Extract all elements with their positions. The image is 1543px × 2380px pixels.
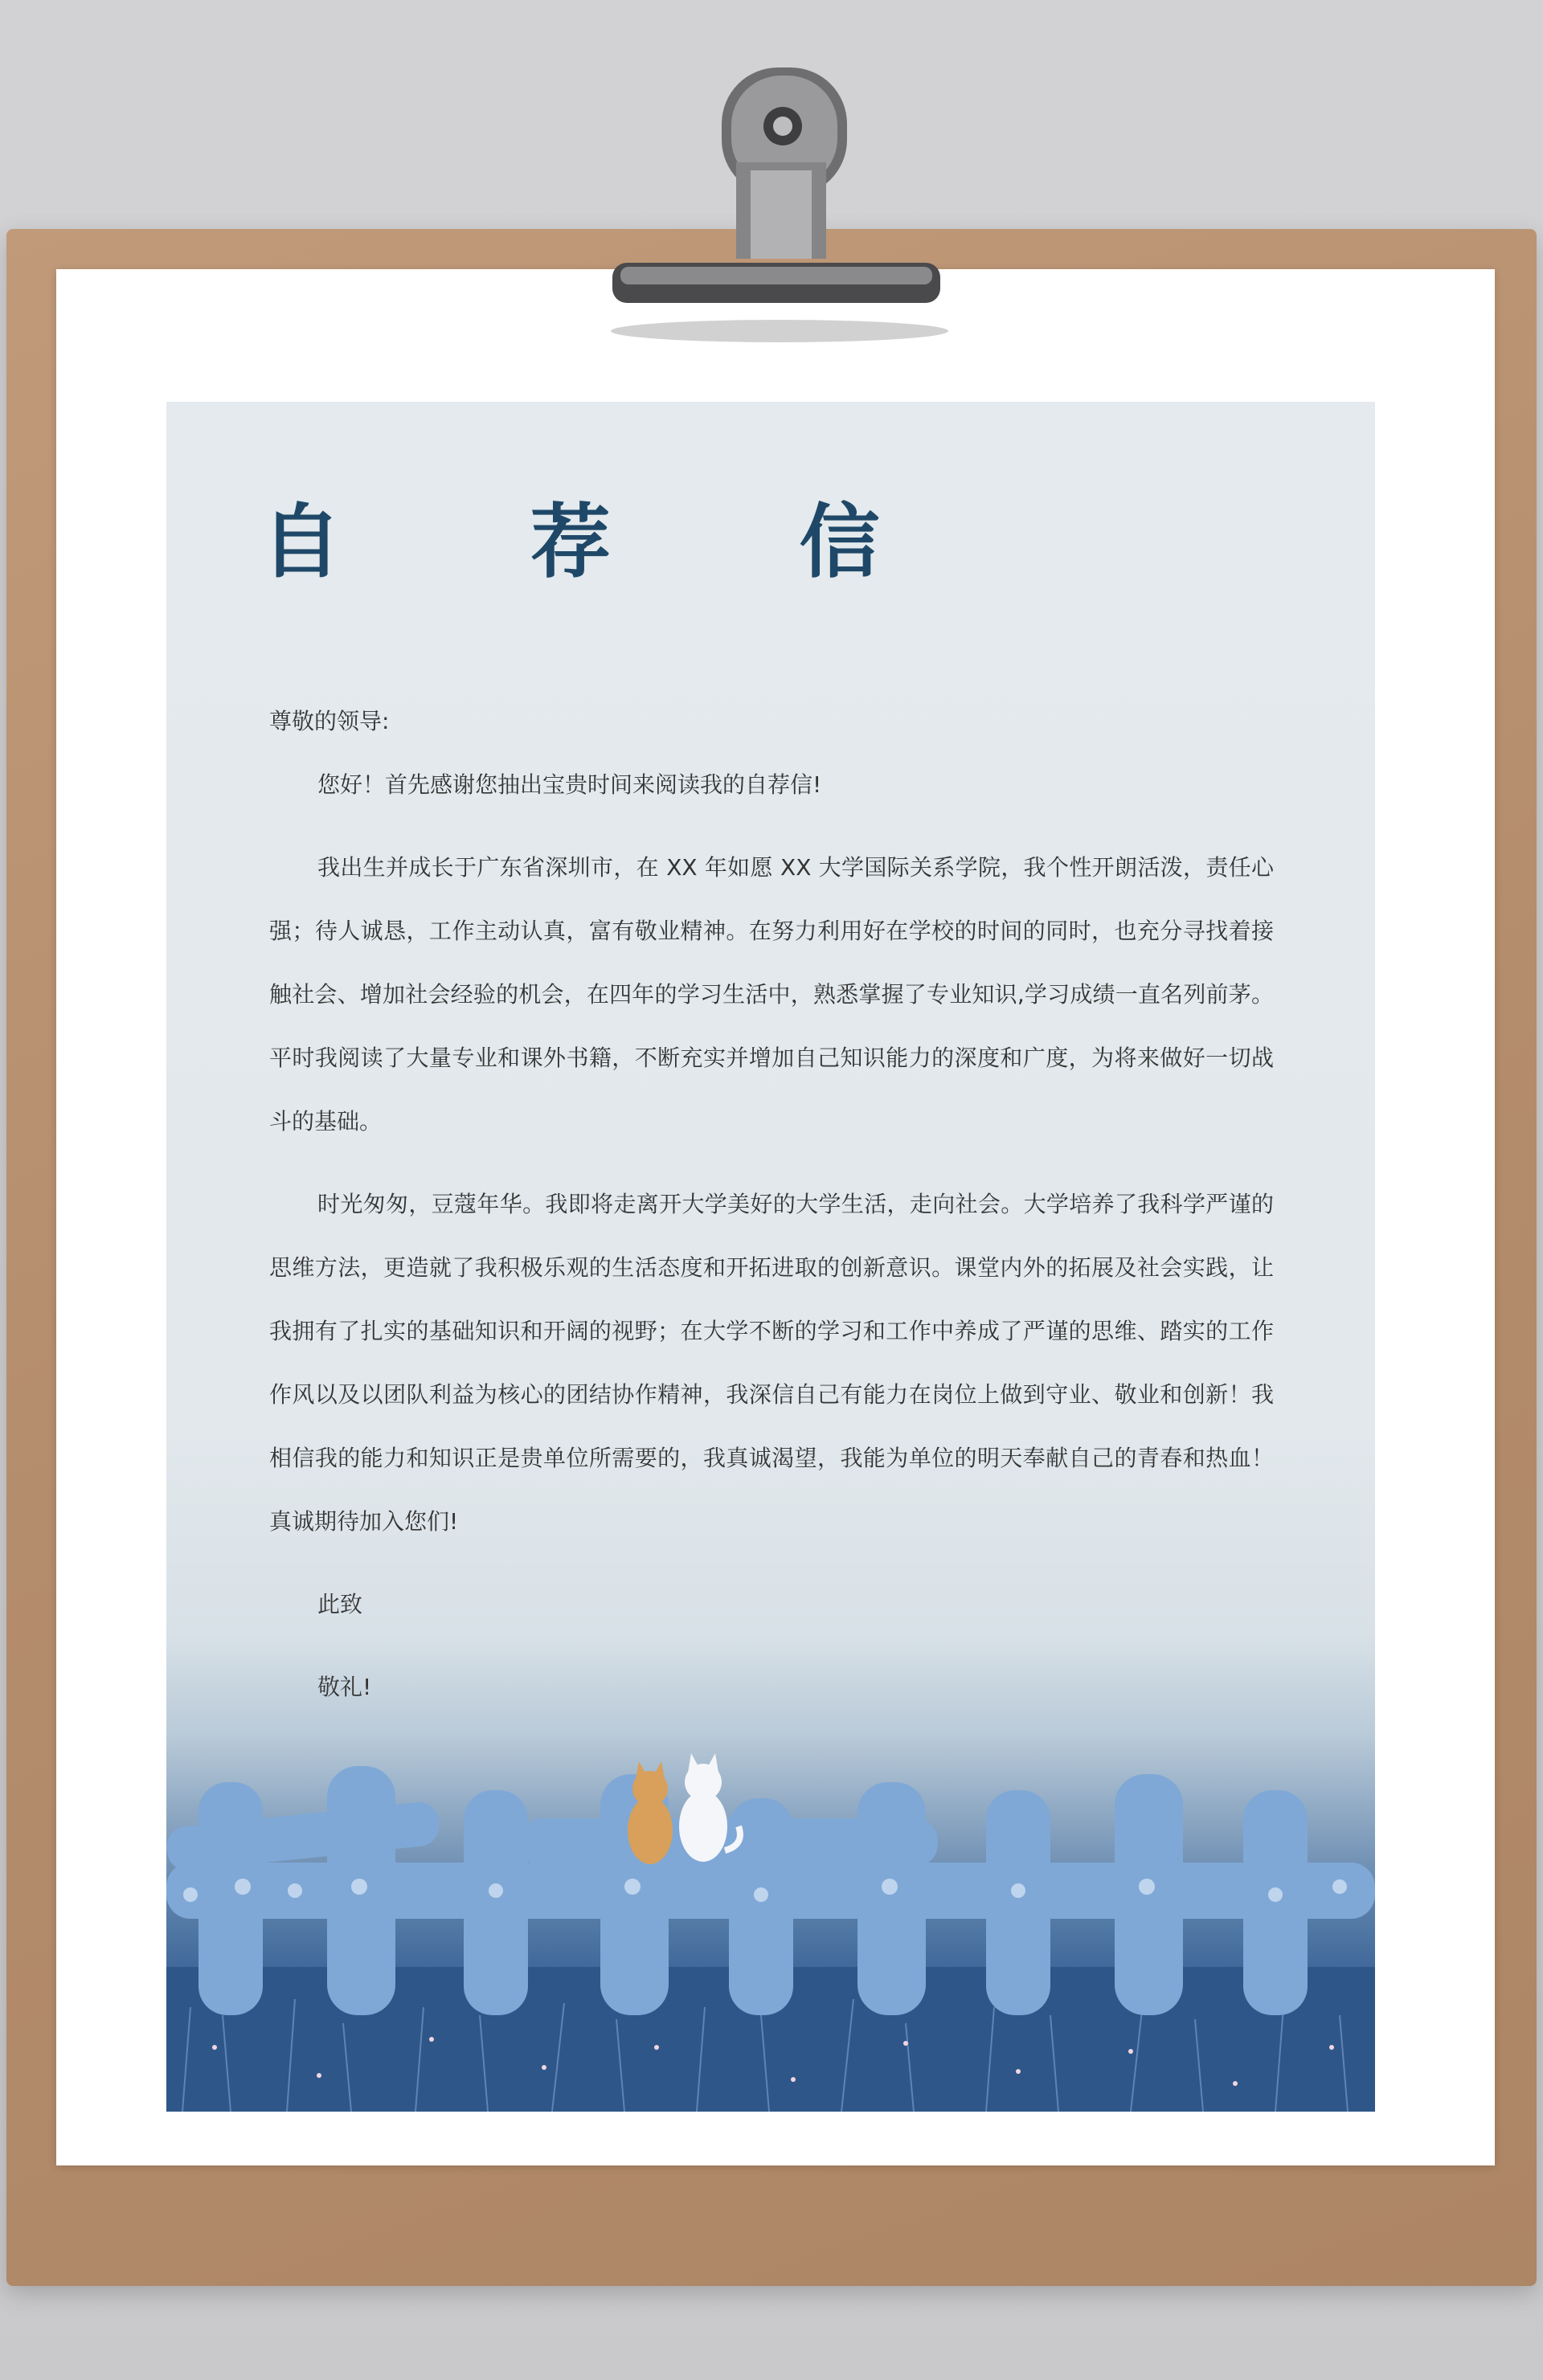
- binder-clip-icon: [579, 50, 948, 355]
- paragraph-2: 时光匆匆，豆蔻年华。我即将走离开大学美好的大学生活，走向社会。大学培养了我科学严谨的思维方法，更造就了我积极乐观的生活态度和开拓进取的创新意识。课堂内外的拓展及社会实践，让我拥有了扎实的基础知识和开阔的视野；在大学不断的学习和工作中养成了严谨的思维、踏实的工作作风以及以团队利益为核心的团结协作精神，我深信自己有能力在岗位上做到守业、敬业和创新！我相信我的能力和知识正是贵单位所需要的，我真诚渴望，我能为单位的明天奉献自己的青春和热血！真诚期待加入您们!: [269, 1191, 1274, 1535]
- salutation: 尊敬的领导:: [269, 708, 390, 734]
- letter-body: [269, 689, 1274, 1719]
- letter-panel: [166, 402, 1375, 2112]
- letter-title: 自 荐 信: [261, 495, 960, 589]
- closing: 此致: [317, 1591, 363, 1617]
- greeting: 您好！首先感谢您抽出宝贵时间来阅读我的自荐信!: [317, 771, 822, 798]
- cat-white-icon: [679, 1753, 740, 1862]
- paragraph-1: 我出生并成长于广东省深圳市，在 XX 年如愿 XX 大学国际关系学院，我个性开朗活泼，责任心强；待人诚恳，工作主动认真，富有敬业精神。在努力利用好在学校的时间的同时，也充分寻找着接触社会、增加社会经验的机会，在四年的学习生活中，熟悉掌握了专业知识,学习成绩一直名列前茅。平时我阅读了大量专业和课外书籍，不断充实并增加自己知识能力的深度和广度，为将来做好一切战斗的基础。: [269, 854, 1274, 1135]
- fence-cats-illustration: [166, 1630, 1375, 2112]
- regards: 敬礼!: [317, 1674, 372, 1700]
